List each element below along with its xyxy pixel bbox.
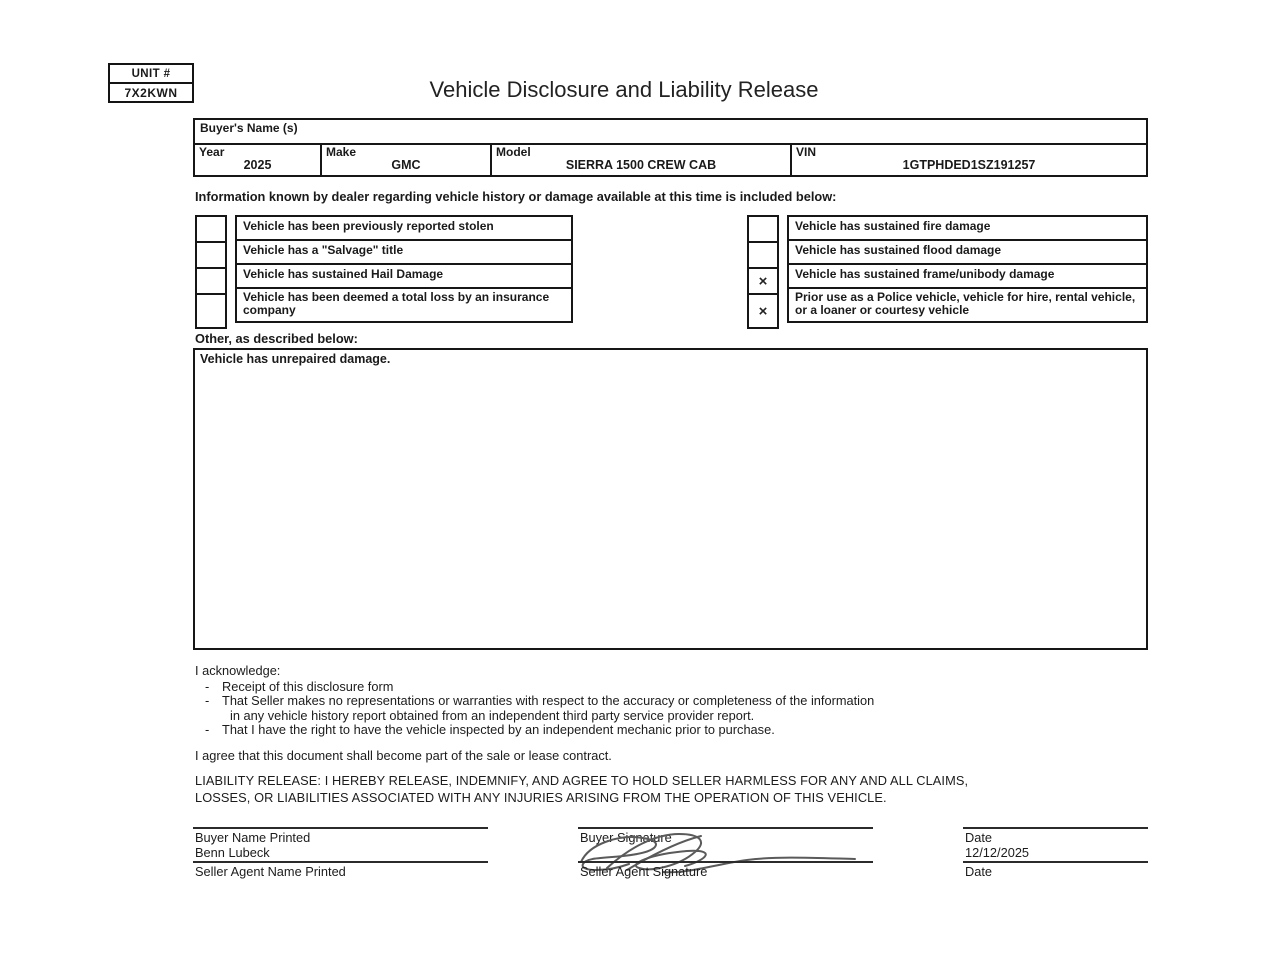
- model-value: SIERRA 1500 CREW CAB: [565, 158, 717, 172]
- seller-agent-date-line: [963, 861, 1148, 863]
- checkbox-prior-use[interactable]: ×: [758, 302, 768, 320]
- left-checkbox-column: [195, 215, 227, 329]
- seller-agent-date-value: 12/12/2025: [965, 845, 1030, 860]
- right-label-column: [787, 215, 1148, 323]
- unit-value: 7X2KWN: [124, 85, 178, 100]
- checkbox-salvage-title[interactable]: [197, 243, 225, 269]
- vin-label: VIN: [796, 145, 817, 159]
- buyer-signature-label: Buyer Signature: [580, 830, 672, 845]
- vehicle-info-row: [195, 145, 1146, 175]
- checkbox-hail-damage[interactable]: [197, 269, 225, 295]
- model-label: Model: [496, 145, 531, 159]
- bullet-dash-1: -: [205, 679, 210, 694]
- bullet-dash-3: -: [205, 722, 210, 737]
- agree-line: I agree that this document shall become part of the sale or lease contract.: [195, 748, 612, 763]
- label-stolen: Vehicle has been previously reported stolen: [237, 217, 571, 241]
- label-prior-use: Prior use as a Police vehicle, vehicle for hire, rental vehicle, or a loaner or courtesy vehicle: [795, 290, 1136, 317]
- acknowledge-bullet-2-line-2: in any vehicle history report obtained from an independent third party service provider report.: [230, 708, 755, 723]
- other-description-value: Vehicle has unrepaired damage.: [200, 352, 391, 366]
- dealer-info-line: Information known by dealer regarding vehicle history or damage available at this time is included below:: [195, 189, 837, 204]
- buyer-date-label: Date: [965, 830, 993, 845]
- checkbox-stolen[interactable]: [197, 217, 225, 243]
- acknowledge-bullet-2-line-1: That Seller makes no representations or warranties with respect to the accuracy or completeness of the information: [222, 693, 875, 708]
- vin-cell: [792, 145, 1146, 175]
- page-title: Vehicle Disclosure and Liability Release: [429, 77, 819, 102]
- buyer-signature-line: [578, 827, 873, 829]
- buyer-name-printed-label: Buyer Name Printed: [195, 830, 311, 845]
- seller-agent-date-label: Date: [965, 864, 993, 879]
- vehicle-info-table: [193, 118, 1148, 177]
- other-description-box[interactable]: [193, 348, 1148, 650]
- year-label: Year: [199, 145, 225, 159]
- acknowledge-heading: I acknowledge:: [195, 663, 281, 678]
- buyers-name-label: Buyer's Name (s): [200, 121, 298, 135]
- label-salvage-title: Vehicle has a "Salvage" title: [237, 241, 571, 265]
- label-total-loss: Vehicle has been deemed a total loss by an insurance company: [243, 290, 550, 317]
- acknowledge-bullet-1: Receipt of this disclosure form: [222, 679, 394, 694]
- model-cell: [492, 145, 792, 175]
- label-hail-damage: Vehicle has sustained Hail Damage: [237, 265, 571, 289]
- right-checkbox-column: [747, 215, 779, 329]
- seller-agent-name-printed-label: Seller Agent Name Printed: [195, 864, 346, 879]
- seller-agent-signature-line: [578, 861, 873, 863]
- checkbox-flood-damage[interactable]: [749, 243, 777, 269]
- make-label: Make: [326, 145, 357, 159]
- left-label-column: [235, 215, 573, 323]
- seller-agent-name-value: Benn Lubeck: [195, 845, 270, 860]
- year-value: 2025: [243, 158, 272, 172]
- make-cell: [322, 145, 492, 175]
- label-flood-damage: Vehicle has sustained flood damage: [789, 241, 1146, 265]
- buyer-date-line: [963, 827, 1148, 829]
- seller-agent-signature-label: Seller Agent Signature: [580, 864, 708, 879]
- liability-release-line-1: LIABILITY RELEASE: I HEREBY RELEASE, INDEMNIFY, AND AGREE TO HOLD SELLER HARMLESS FOR ANY AND ALL CLAIMS,: [195, 773, 969, 788]
- year-cell: [195, 145, 322, 175]
- checkbox-total-loss[interactable]: [197, 295, 225, 327]
- vin-value: 1GTPHDED1SZ191257: [902, 158, 1036, 172]
- other-label: Other, as described below:: [195, 331, 358, 346]
- make-value: GMC: [391, 158, 421, 172]
- unit-label: UNIT #: [110, 65, 192, 84]
- seller-agent-name-line: [193, 861, 488, 863]
- checkbox-fire-damage[interactable]: [749, 217, 777, 243]
- acknowledge-bullet-3: That I have the right to have the vehicle inspected by an independent mechanic prior to purchase.: [222, 722, 775, 737]
- checkbox-frame-damage[interactable]: ×: [749, 269, 777, 295]
- label-fire-damage: Vehicle has sustained fire damage: [789, 217, 1146, 241]
- buyers-name-field[interactable]: [195, 120, 1146, 145]
- liability-release-line-2: LOSSES, OR LIABILITIES ASSOCIATED WITH ANY INJURIES ARISING FROM THE OPERATION OF THIS VEHICLE.: [195, 790, 887, 805]
- bullet-dash-2: -: [205, 693, 210, 708]
- buyer-name-line: [193, 827, 488, 829]
- label-frame-damage: Vehicle has sustained frame/unibody damage: [789, 265, 1146, 289]
